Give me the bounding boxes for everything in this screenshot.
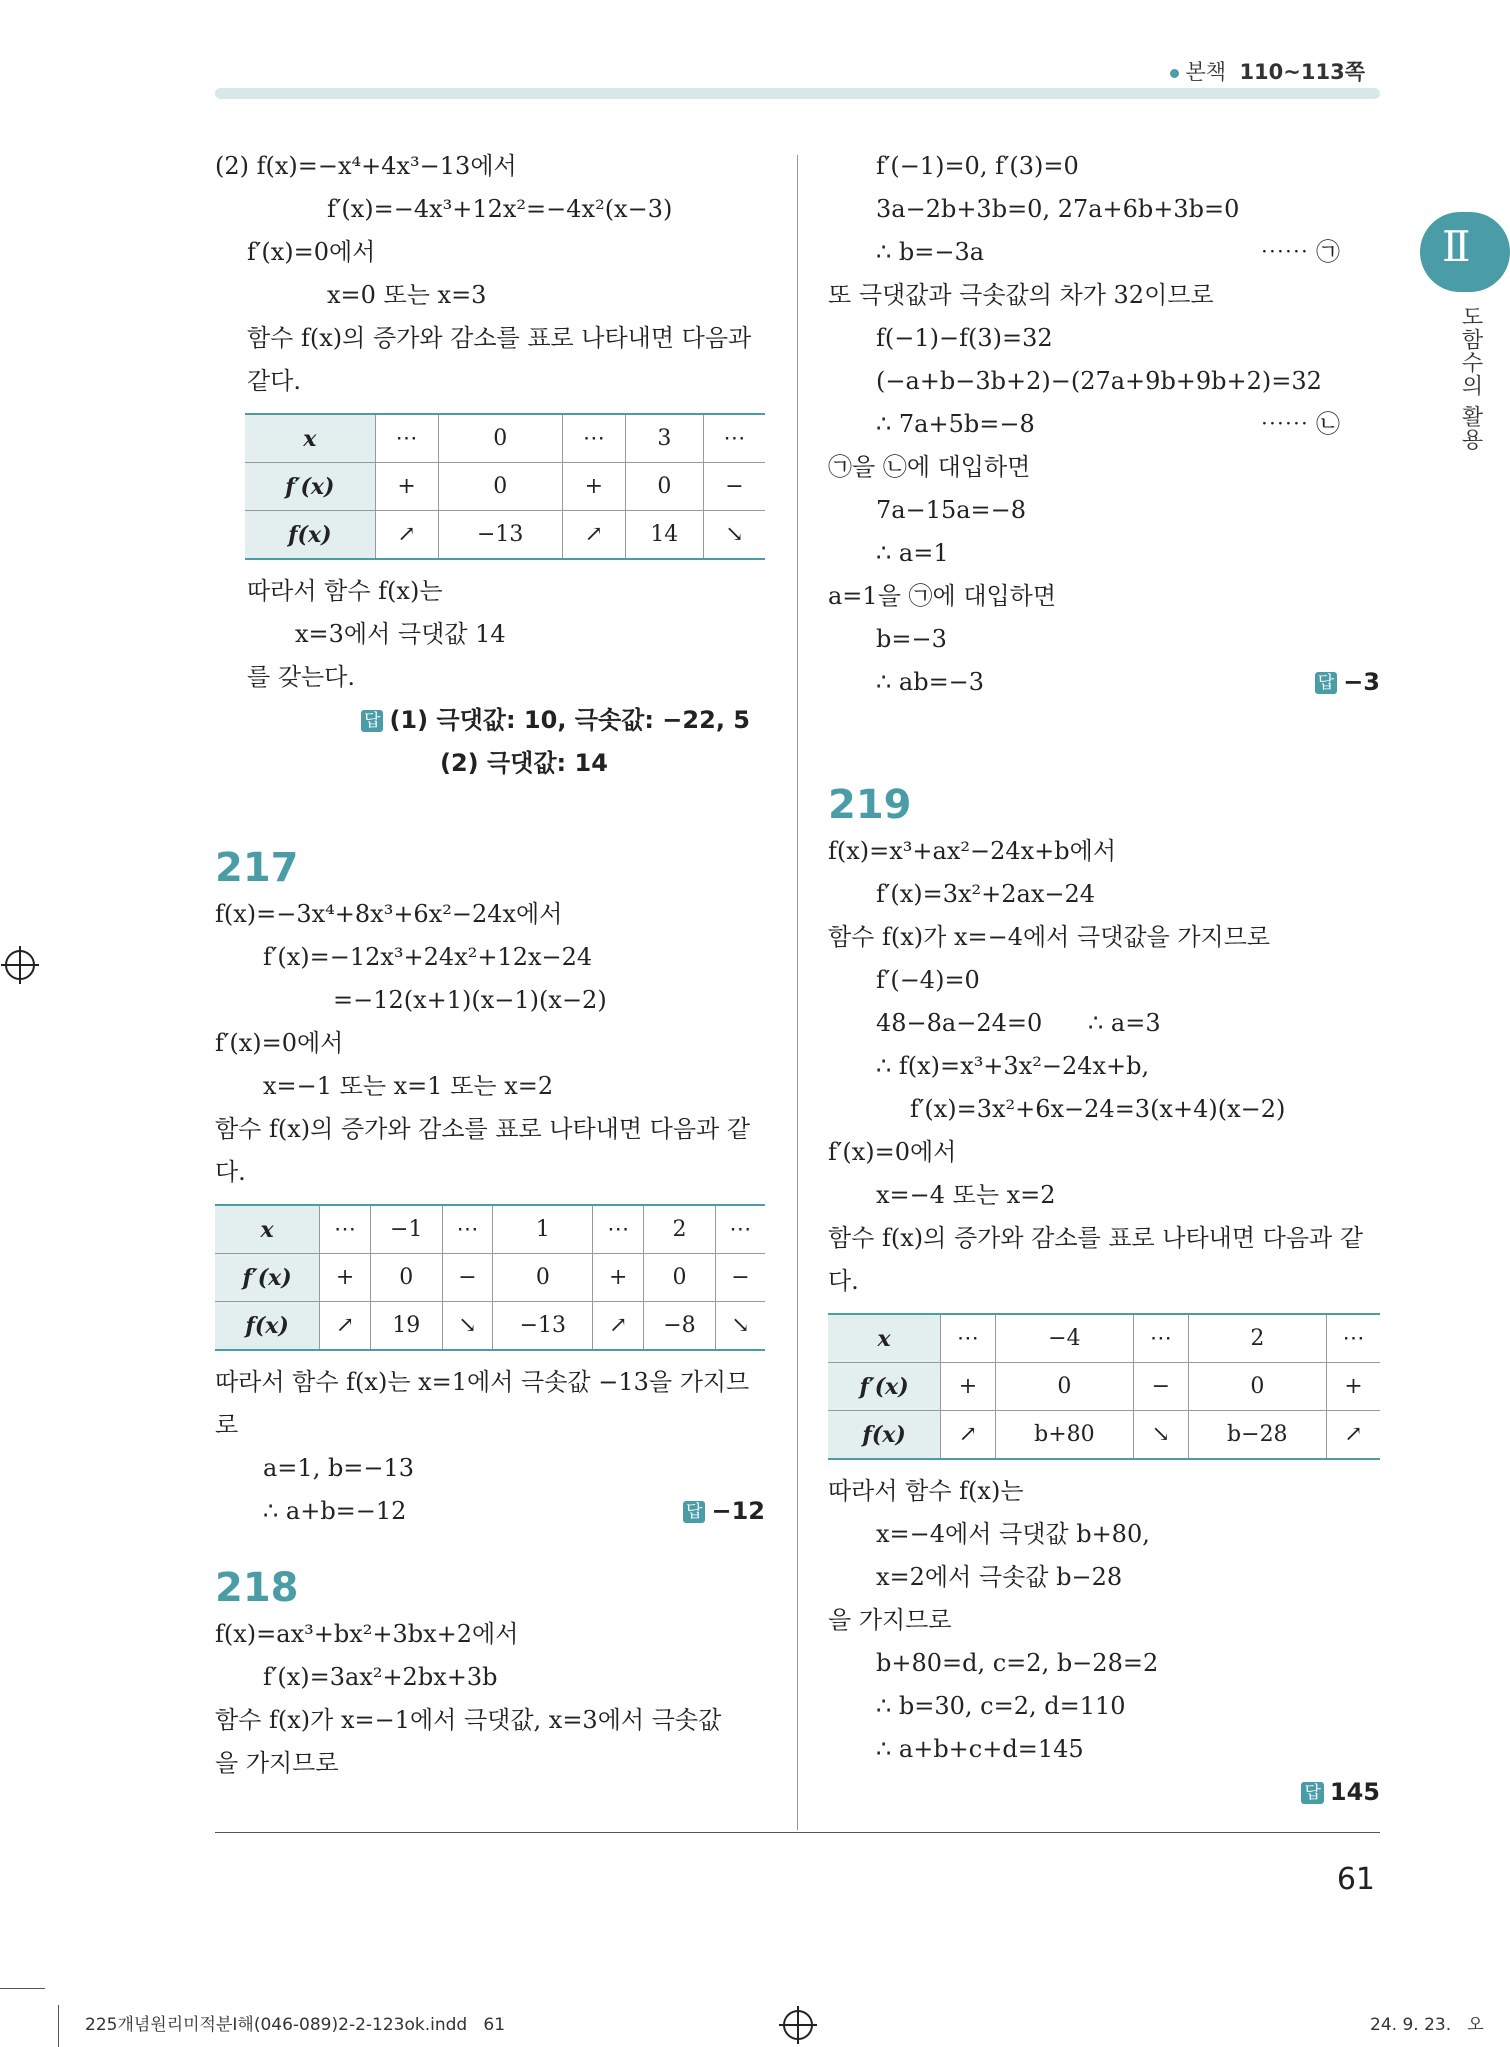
table-row [828, 1314, 1380, 1363]
p217-line: f′(x)=0에서 [215, 1029, 344, 1057]
p219-line: f′(x)=3x²+6x−24=3(x+4)(x−2) [910, 1095, 1286, 1123]
problem-number: 218 [215, 1565, 299, 1611]
table-cell: ↘ [703, 511, 765, 560]
table-cell: 14 [625, 511, 703, 560]
p216-line: f′(x)=0에서 [247, 238, 376, 266]
p219-line: ∴ a+b+c+d=145 [876, 1735, 1084, 1763]
table-row [245, 414, 765, 463]
table-cell: x [245, 414, 375, 463]
p218-line: 3a−2b+3b=0, 27a+6b+3b=0 [876, 195, 1240, 223]
registration-mark-icon [783, 2010, 813, 2040]
p218-line: b=−3 [876, 625, 947, 653]
table-cell: − [1134, 1363, 1188, 1411]
table-row [215, 1205, 765, 1254]
p218-line: 함수 f(x)가 x=−1에서 극댓값, x=3에서 극솟값 [215, 1706, 722, 1734]
p218-line [828, 403, 1380, 446]
left-column [215, 145, 765, 1785]
answer-tag: 답 [1315, 672, 1337, 694]
bullet-dot-icon [1170, 69, 1179, 78]
table-cell: 0 [493, 1254, 593, 1302]
table-cell: 1 [493, 1205, 593, 1254]
table-cell: + [593, 1254, 644, 1302]
p218-line: 7a−15a=−8 [876, 496, 1027, 524]
table-row [245, 463, 765, 511]
table-cell: 19 [370, 1302, 442, 1351]
table-cell: 0 [1188, 1363, 1326, 1411]
p219-line: f′(−4)=0 [876, 966, 980, 994]
sign-table-219 [828, 1313, 1380, 1460]
p219-line: f(x)=x³+ax²−24x+b에서 [828, 837, 1117, 865]
table-cell: − [715, 1254, 765, 1302]
table-cell: ⋯ [715, 1205, 765, 1254]
table-cell: f′(x) [828, 1363, 941, 1411]
p217-line: f′(x)=−12x³+24x²+12x−24 [263, 943, 593, 971]
answer-tag: 답 [1301, 1782, 1323, 1804]
table-cell: + [562, 463, 625, 511]
table-cell: + [941, 1363, 995, 1411]
page-number: 61 [1336, 1862, 1375, 1897]
p219-line: x=2에서 극솟값 b−28 [876, 1563, 1123, 1591]
table-cell: ⋯ [1134, 1314, 1188, 1363]
p218-line: ∴ a=1 [876, 539, 949, 567]
table-cell: − [442, 1254, 493, 1302]
table-cell: − [703, 463, 765, 511]
table-row [245, 511, 765, 560]
p219-line: ∴ f(x)=x³+3x²−24x+b, [876, 1052, 1150, 1080]
table-cell: ↗ [941, 1411, 995, 1460]
p218-line: f′(−1)=0, f′(3)=0 [876, 152, 1079, 180]
p219-line: x=−4에서 극댓값 b+80, [876, 1520, 1150, 1548]
table-cell: −1 [370, 1205, 442, 1254]
table-cell: ↗ [375, 511, 438, 560]
table-cell: x [215, 1205, 320, 1254]
p216-line: 같다. [247, 367, 301, 395]
p219-line: 함수 f(x)가 x=−4에서 극댓값을 가지므로 [828, 923, 1271, 951]
column-divider [797, 155, 798, 1830]
p218-line: a=1을 ㉠에 대입하면 [828, 582, 1057, 610]
answer-text: −12 [711, 1497, 765, 1525]
table-cell: x [828, 1314, 941, 1363]
table-row [828, 1411, 1380, 1460]
sign-table-217 [215, 1204, 765, 1351]
table-cell: 3 [625, 414, 703, 463]
answer-218 [1315, 661, 1380, 704]
table-cell: 0 [438, 463, 562, 511]
table-cell: ⋯ [320, 1205, 371, 1254]
table-cell: 0 [644, 1254, 716, 1302]
equation-marker: ⋯⋯ ㉡ [1260, 410, 1340, 438]
table-cell: ↗ [593, 1302, 644, 1351]
table-cell: + [320, 1254, 371, 1302]
p217-line [215, 1490, 765, 1533]
p217-line: 로 [215, 1411, 239, 1439]
chapter-roman-numeral: Ⅱ [1442, 222, 1471, 271]
chapter-label: 도함수의 활용 [1458, 305, 1483, 451]
p219-line: f′(x)=3x²+2ax−24 [876, 880, 1095, 908]
table-cell: f′(x) [245, 463, 375, 511]
header-page-ref [1170, 56, 1366, 86]
p218-line: f′(x)=3ax²+2bx+3b [263, 1663, 498, 1691]
table-cell: ↘ [442, 1302, 493, 1351]
p217-line: 함수 f(x)의 증가와 감소를 표로 나타내면 다음과 같 [215, 1115, 751, 1143]
header-bar [215, 88, 1380, 99]
p218-line: 또 극댓값과 극솟값의 차가 32이므로 [828, 281, 1214, 309]
table-cell: f(x) [215, 1302, 320, 1351]
p219-line: 을 가지므로 [828, 1606, 952, 1634]
answer-217 [683, 1490, 765, 1533]
p219-line: 따라서 함수 f(x)는 [828, 1477, 1024, 1505]
slug-file: 225개념원리미적분Ⅰ해(046-089)2-2-123ok.indd 61 [85, 2015, 506, 2035]
problem-number: 219 [828, 782, 912, 828]
answer-text: (1) 극댓값: 10, 극솟값: −22, 5 [389, 706, 750, 734]
table-cell: ↘ [715, 1302, 765, 1351]
table-cell: ↗ [320, 1302, 371, 1351]
table-cell: ↘ [1134, 1411, 1188, 1460]
table-cell: ⋯ [593, 1205, 644, 1254]
table-cell: + [375, 463, 438, 511]
table-cell: −13 [438, 511, 562, 560]
table-cell: 0 [438, 414, 562, 463]
p218-eq: ∴ b=−3a [876, 238, 985, 266]
answer-tag: 답 [361, 710, 383, 732]
p217-line: =−12(x+1)(x−1)(x−2) [333, 986, 607, 1014]
p216-line: x=3에서 극댓값 14 [295, 620, 506, 648]
p217-line: x=−1 또는 x=1 또는 x=2 [263, 1072, 554, 1100]
p218-result: ∴ ab=−3 [876, 668, 985, 696]
bottom-rule [215, 1832, 1380, 1833]
p216-line: x=0 또는 x=3 [327, 281, 487, 309]
table-cell: 2 [1188, 1314, 1326, 1363]
answer-text: 145 [1329, 1778, 1380, 1806]
table-cell: −4 [995, 1314, 1133, 1363]
table-cell: ⋯ [703, 414, 765, 463]
answer-216 [215, 699, 765, 742]
table-cell: + [1327, 1363, 1380, 1411]
p216-line: (2) f(x)=−x⁴+4x³−13에서 [215, 152, 517, 180]
table-cell: f(x) [245, 511, 375, 560]
equation-marker: ⋯⋯ ㉠ [1260, 238, 1340, 266]
p219-line: f′(x)=0에서 [828, 1138, 957, 1166]
table-cell: f(x) [828, 1411, 941, 1460]
p218-line: 을 가지므로 [215, 1749, 339, 1777]
p216-line: 따라서 함수 f(x)는 [247, 577, 443, 605]
p217-line: a=1, b=−13 [263, 1454, 415, 1482]
table-row [215, 1302, 765, 1351]
table-cell: −13 [493, 1302, 593, 1351]
p219-line: x=−4 또는 x=2 [876, 1181, 1056, 1209]
p217-result: ∴ a+b=−12 [263, 1497, 407, 1525]
p218-line: ㉠을 ㉡에 대입하면 [828, 453, 1031, 481]
table-cell: 0 [995, 1363, 1133, 1411]
table-row [215, 1254, 765, 1302]
table-cell: 0 [625, 463, 703, 511]
p217-line: f(x)=−3x⁴+8x³+6x²−24x에서 [215, 900, 563, 928]
p217-line: 따라서 함수 f(x)는 x=1에서 극솟값 −13을 가지므 [215, 1368, 750, 1396]
problem-number: 217 [215, 845, 299, 891]
table-cell: 0 [370, 1254, 442, 1302]
right-column [828, 145, 1380, 1814]
answer-216-2: (2) 극댓값: 14 [440, 749, 608, 777]
p219-line: 함수 f(x)의 증가와 감소를 표로 나타내면 다음과 같 [828, 1224, 1364, 1252]
crop-mark [58, 2005, 59, 2047]
table-cell: ⋯ [442, 1205, 493, 1254]
p218-line: (−a+b−3b+2)−(27a+9b+9b+2)=32 [876, 367, 1322, 395]
p218-line: f(x)=ax³+bx²+3bx+2에서 [215, 1620, 519, 1648]
table-cell: b−28 [1188, 1411, 1326, 1460]
table-row [828, 1363, 1380, 1411]
p216-line: 함수 f(x)의 증가와 감소를 표로 나타내면 다음과 [247, 324, 752, 352]
table-cell: ↗ [562, 511, 625, 560]
table-cell: ↗ [1327, 1411, 1380, 1460]
p219-line: 다. [828, 1267, 859, 1295]
table-cell: ⋯ [1327, 1314, 1380, 1363]
table-cell: f′(x) [215, 1254, 320, 1302]
table-cell: b+80 [995, 1411, 1133, 1460]
p218-line: f(−1)−f(3)=32 [876, 324, 1053, 352]
answer-tag: 답 [683, 1501, 705, 1523]
sign-table-216 [245, 413, 765, 560]
answer-text: −3 [1343, 668, 1380, 696]
answer-219 [828, 1771, 1380, 1814]
header-pages: 110~113쪽 [1239, 60, 1365, 84]
p216-line: 를 갖는다. [247, 663, 355, 691]
table-cell: ⋯ [941, 1314, 995, 1363]
p218-line [828, 661, 1380, 704]
p219-line: ∴ b=30, c=2, d=110 [876, 1692, 1126, 1720]
p216-line: f′(x)=−4x³+12x²=−4x²(x−3) [327, 195, 673, 223]
p219-line: b+80=d, c=2, b−28=2 [876, 1649, 1159, 1677]
registration-mark-icon [5, 950, 35, 980]
header-book: 본책 [1185, 60, 1227, 84]
p217-line: 다. [215, 1158, 246, 1186]
p218-line [828, 231, 1380, 274]
table-cell: ⋯ [375, 414, 438, 463]
table-cell: ⋯ [562, 414, 625, 463]
p219-line: 48−8a−24=0 ∴ a=3 [876, 1009, 1161, 1037]
crop-mark [0, 1988, 45, 1989]
table-cell: 2 [644, 1205, 716, 1254]
table-cell: −8 [644, 1302, 716, 1351]
slug-date: 24. 9. 23. 오 [1370, 2015, 1484, 2035]
p218-eq: ∴ 7a+5b=−8 [876, 410, 1035, 438]
